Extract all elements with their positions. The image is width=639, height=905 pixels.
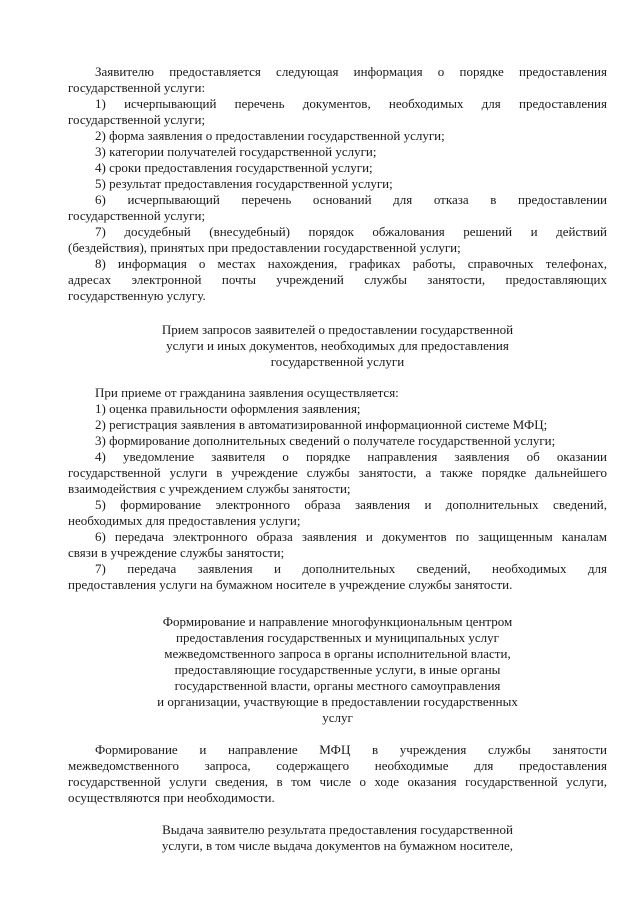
intro-item-6-line-1: 6) исчерпывающий перечень оснований для отказа в предоставлении bbox=[95, 192, 607, 207]
intro-line-1: Заявителю предоставляется следующая информация о порядке предоставления bbox=[95, 64, 607, 79]
reception-item-7-line-2: предоставления услуги на бумажном носителе в учреждение службы занятости. bbox=[68, 577, 513, 592]
heading-reception-line-1: Прием запросов заявителей о предоставлении государственной bbox=[161, 322, 514, 337]
intro-item-1-line-2: государственной услуги; bbox=[68, 112, 206, 127]
intro-item-7-line-1: 7) досудебный (внесудебный) порядок обжалования решений и действий bbox=[95, 224, 607, 239]
intro-item-7-line-2: (бездействия), принятых при предоставлении государственной услуги; bbox=[68, 240, 461, 255]
reception-item-5-line-2: необходимых для предоставления услуги; bbox=[68, 513, 301, 528]
heading-reception bbox=[60, 322, 615, 370]
interagency-line-4: осуществляются при необходимости. bbox=[68, 790, 275, 805]
reception-item-4-line-2: государственной услуги в учреждение службы занятости, а также порядке дальнейшего bbox=[68, 465, 607, 480]
heading-issuance-line-1: Выдача заявителю результата предоставления государственной bbox=[162, 822, 513, 837]
intro-item-8-line-3: государственную услугу. bbox=[68, 288, 206, 303]
reception-item-4-line-1: 4) уведомление заявителя о порядке направления заявления об оказании bbox=[95, 449, 607, 464]
reception-item-4-line-3: взаимодействия с учреждением службы занятости; bbox=[68, 481, 351, 496]
heading-interagency-line-4: предоставляющие государственные услуги, в иные органы bbox=[174, 662, 501, 677]
heading-interagency-line-2: предоставления государственных и муниципальных услуг bbox=[176, 630, 499, 645]
heading-interagency bbox=[60, 614, 615, 726]
heading-reception-line-2: услуги и иных документов, необходимых для предоставления bbox=[166, 338, 509, 353]
reception-lead: При приеме от гражданина заявления осуществляется: bbox=[95, 385, 399, 400]
intro-item-3: 3) категории получателей государственной услуги; bbox=[95, 144, 377, 159]
reception-item-3: 3) формирование дополнительных сведений о получателе государственной услуги; bbox=[95, 433, 556, 448]
heading-interagency-line-7: услуг bbox=[322, 710, 353, 725]
intro-line-2: государственной услуги: bbox=[68, 80, 206, 95]
intro-section bbox=[68, 64, 607, 304]
intro-item-4: 4) сроки предоставления государственной услуги; bbox=[95, 160, 373, 175]
reception-item-6-line-2: связи в учреждение службы занятости; bbox=[68, 545, 285, 560]
intro-item-8-line-2: адресах электронной почты учреждений службы занятости, предоставляющих bbox=[68, 272, 607, 287]
reception-item-1: 1) оценка правильности оформления заявления; bbox=[95, 401, 361, 416]
intro-item-8-line-1: 8) информация о местах нахождения, графиках работы, справочных телефонах, bbox=[95, 256, 607, 271]
reception-item-6-line-1: 6) передача электронного образа заявления и документов по защищенным каналам bbox=[95, 529, 607, 544]
heading-interagency-line-5: государственной власти, органы местного самоуправления bbox=[174, 678, 501, 693]
heading-reception-line-3: государственной услуги bbox=[270, 354, 405, 369]
intro-item-5: 5) результат предоставления государственной услуги; bbox=[95, 176, 393, 191]
interagency-line-3: государственной услуги сведения, в том числе о ходе оказания государственной услуги, bbox=[68, 774, 607, 789]
heading-interagency-line-6: и организации, участвующие в предоставлении государственных bbox=[157, 694, 518, 709]
heading-interagency-line-3: межведомственного запроса в органы исполнительной власти, bbox=[164, 646, 511, 661]
interagency-line-2: межведомственного запроса, содержащего необходимые для предоставления bbox=[68, 758, 607, 773]
heading-issuance-line-2: услуги, в том числе выдача документов на бумажном носителе, bbox=[161, 838, 514, 853]
heading-interagency-line-1: Формирование и направление многофункциональным центром bbox=[162, 614, 513, 629]
intro-item-2: 2) форма заявления о предоставлении государственной услуги; bbox=[95, 128, 445, 143]
reception-item-7-line-1: 7) передача заявления и дополнительных сведений, необходимых для bbox=[95, 561, 607, 576]
reception-item-5-line-1: 5) формирование электронного образа заявления и дополнительных сведений, bbox=[95, 497, 607, 512]
intro-item-6-line-2: государственной услуги; bbox=[68, 208, 206, 223]
interagency-line-1: Формирование и направление МФЦ в учреждения службы занятости bbox=[95, 742, 607, 757]
intro-item-1-line-1: 1) исчерпывающий перечень документов, необходимых для предоставления bbox=[95, 96, 607, 111]
interagency-section bbox=[68, 742, 607, 806]
heading-issuance bbox=[60, 822, 615, 854]
reception-item-2: 2) регистрация заявления в автоматизированной информационной системе МФЦ; bbox=[95, 417, 548, 432]
reception-section bbox=[68, 385, 607, 593]
